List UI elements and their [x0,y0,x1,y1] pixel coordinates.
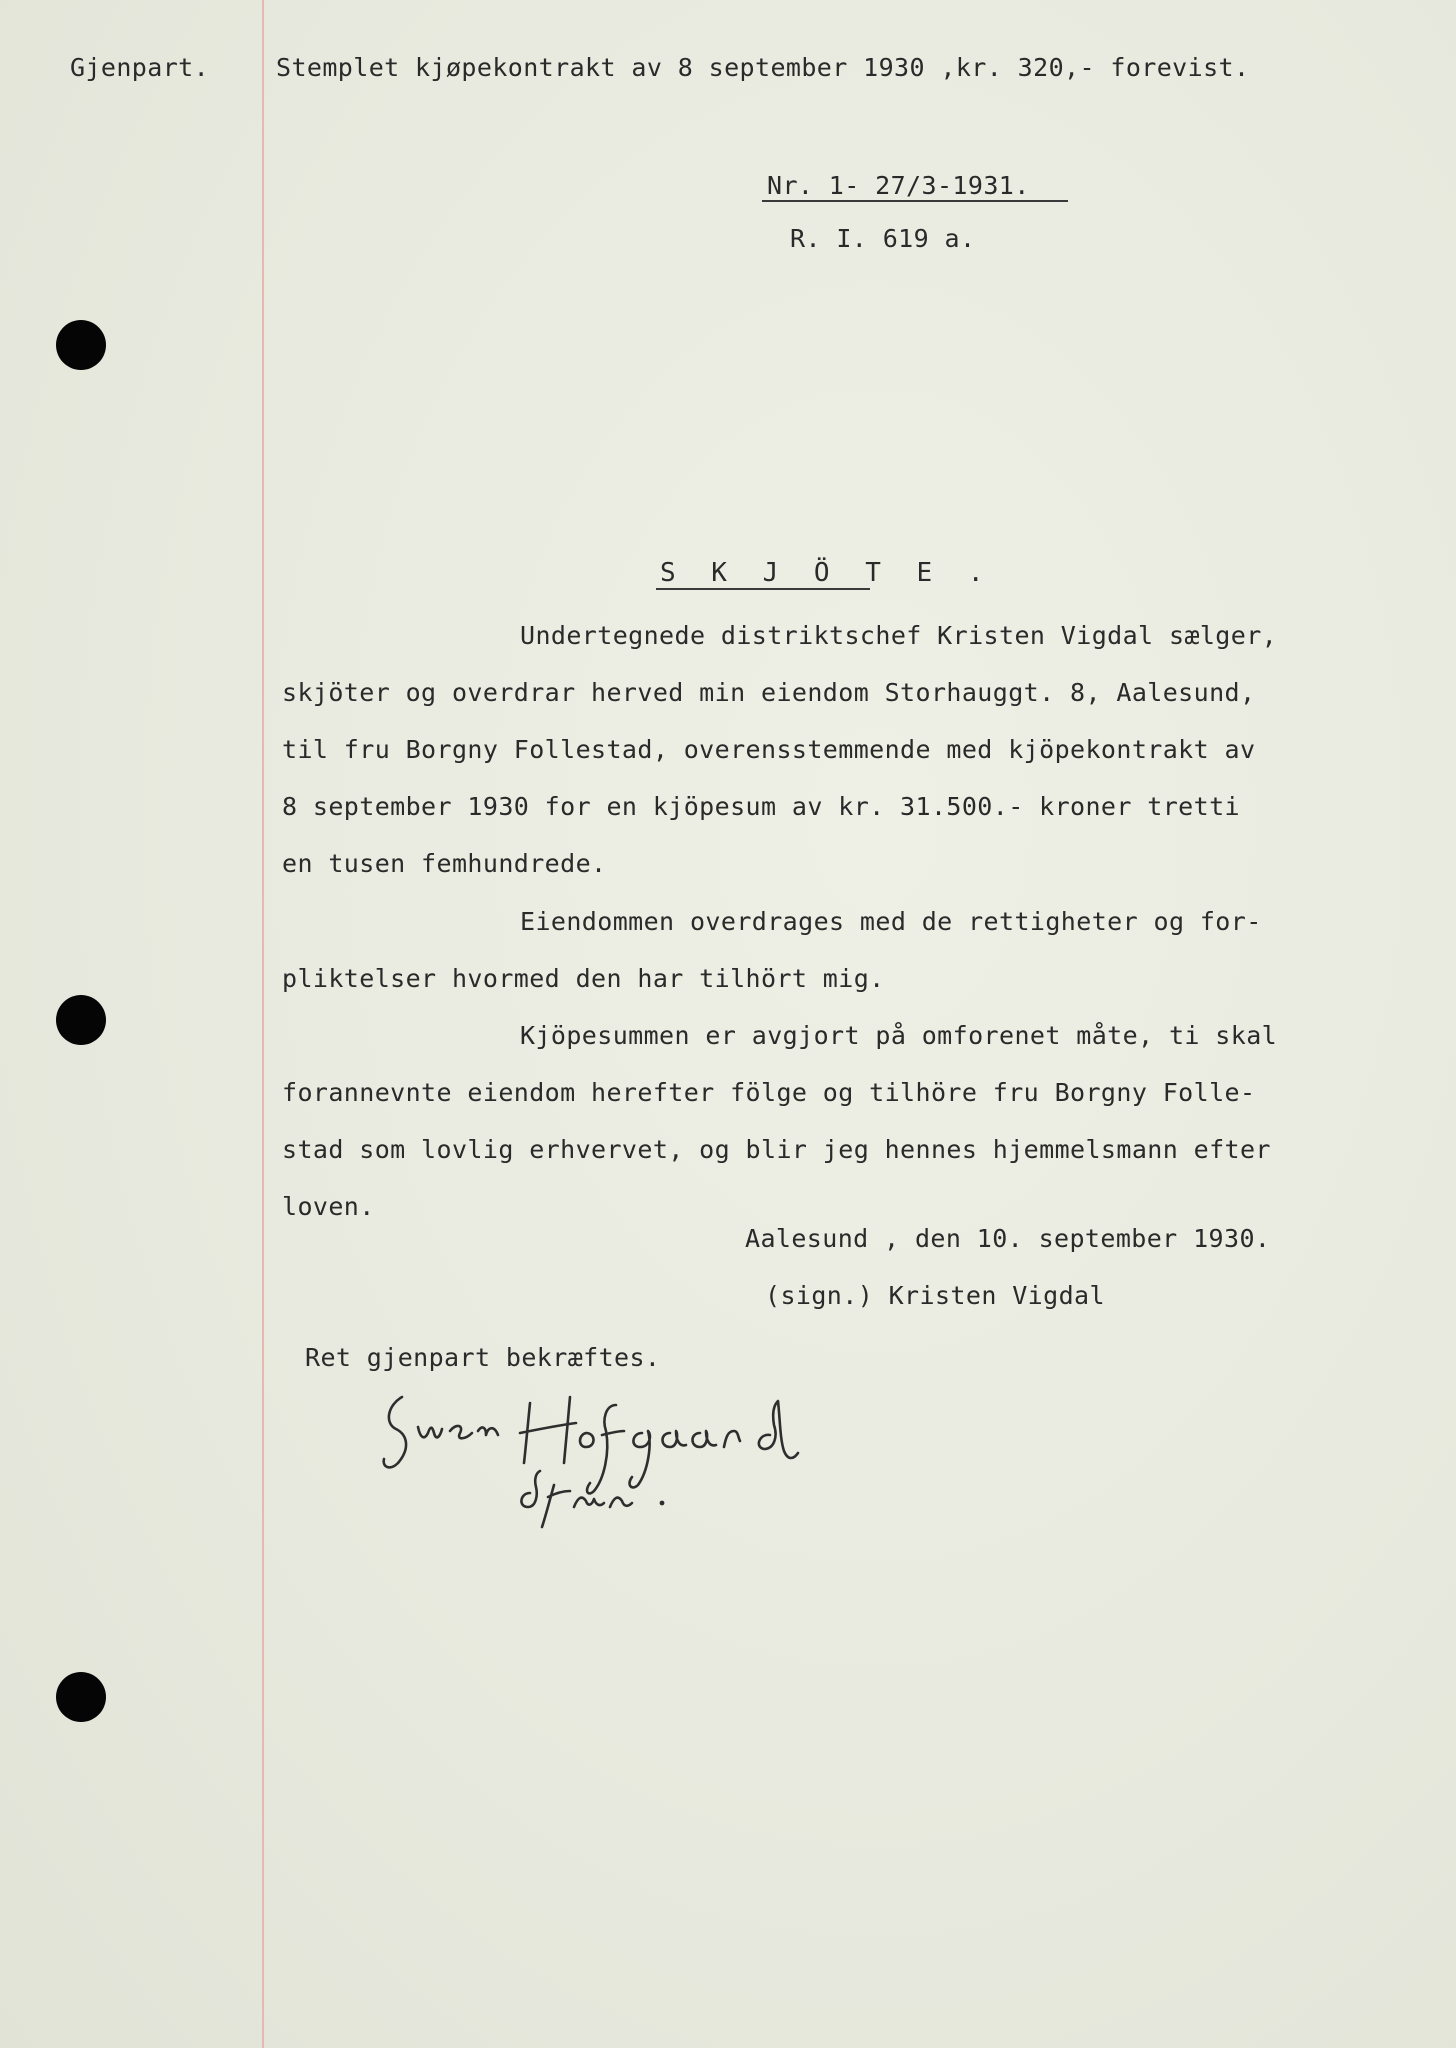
text-line: Undertegnede distriktschef Kristen Vigdal sælger, [520,621,1278,650]
margin-line [262,0,264,2048]
text-line: skjöter og overdrar herved min eiendom Storhauggt. 8, Aalesund, [282,678,1256,707]
text-line: forannevnte eiendom herefter fölge og tilhöre fru Borgny Folle- [282,1078,1256,1107]
certification-text: Ret gjenpart bekræftes. [305,1343,661,1372]
registration-underline [762,200,1068,202]
text-line: Eiendommen overdrages med de rettigheter og for- [520,907,1262,936]
text-line: loven. [282,1192,375,1221]
punch-hole-middle [56,995,106,1045]
copy-label: Gjenpart. [70,53,210,82]
document-title: S K J Ö T E . [660,558,994,588]
stamp-note: Stemplet kjøpekontrakt av 8 september 1930 ,kr. 320,- forevist. [276,53,1250,82]
text-line: Kjöpesummen er avgjort på omforenet måte, ti skal [520,1021,1278,1050]
registration-number: Nr. 1- 27/3-1931. [767,171,1030,200]
signed-line: (sign.) Kristen Vigdal [765,1281,1105,1310]
text-line: til fru Borgny Follestad, overensstemmende med kjöpekontrakt av [282,735,1256,764]
text-line: stad som lovlig erhvervet, og blir jeg hennes hjemmelsmann efter [282,1135,1271,1164]
registration-reference: R. I. 619 a. [790,224,976,253]
handwritten-signature [370,1375,830,1535]
text-line: en tusen femhundrede. [282,849,607,878]
punch-hole-top [56,320,106,370]
punch-hole-bottom [56,1672,106,1722]
title-underline [656,588,870,590]
text-line: 8 september 1930 for en kjöpesum av kr. 31.500.- kroner tretti [282,792,1240,821]
place-date: Aalesund , den 10. september 1930. [745,1224,1271,1253]
text-line: pliktelser hvormed den har tilhört mig. [282,964,885,993]
